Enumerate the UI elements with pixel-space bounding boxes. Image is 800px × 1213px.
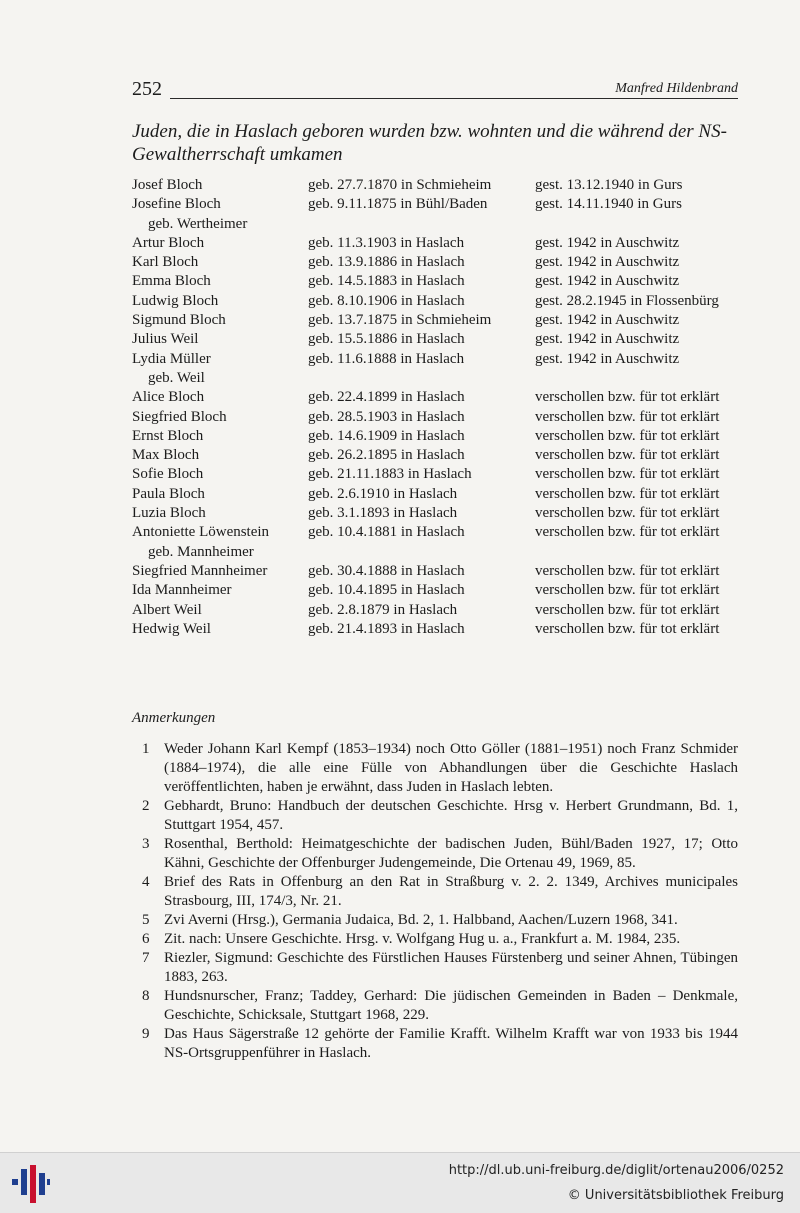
victim-death: gest. 28.2.1945 in Flossenbürg xyxy=(535,292,719,309)
victim-birth: geb. 3.1.1893 in Haslach xyxy=(308,505,458,522)
victim-birth: geb. 26.2.1895 in Haslach xyxy=(308,447,465,464)
victim-row xyxy=(132,601,752,620)
victim-name-cell xyxy=(132,253,198,272)
victim-name: Ernst Bloch xyxy=(132,427,204,444)
victim-name-cell xyxy=(132,195,247,234)
victim-death: verschollen bzw. für tot erklärt xyxy=(535,408,720,425)
victim-row xyxy=(132,253,752,272)
victim-birth: geb. 13.9.1886 in Haslach xyxy=(308,254,465,271)
victim-name: Siegfried Bloch xyxy=(132,408,227,425)
victim-death: gest. 1942 in Auschwitz xyxy=(535,331,680,348)
note-number: 6 xyxy=(142,931,150,947)
victim-birth: geb. 2.6.1910 in Haslach xyxy=(308,485,458,502)
victim-maiden-name: geb. Weil xyxy=(148,369,205,386)
victim-death: verschollen bzw. für tot erklärt xyxy=(535,505,720,522)
ub-freiburg-logo-icon[interactable] xyxy=(10,1165,50,1203)
notes-title: Anmerkungen xyxy=(132,710,216,726)
victim-name: Emma Bloch xyxy=(132,273,211,290)
footer-bar xyxy=(0,1152,800,1213)
victim-death: gest. 1942 in Auschwitz xyxy=(535,273,680,290)
victim-death: verschollen bzw. für tot erklärt xyxy=(535,562,720,579)
victim-name-cell xyxy=(132,272,211,291)
victim-name: Paula Bloch xyxy=(132,485,205,502)
notes-list xyxy=(132,740,738,1063)
victim-name: Josefine Bloch xyxy=(132,196,221,213)
victim-death: verschollen bzw. für tot erklärt xyxy=(535,620,720,637)
victim-birth: geb. 21.4.1893 in Haslach xyxy=(308,620,465,637)
victim-name: Karl Bloch xyxy=(132,254,199,271)
note-number: 7 xyxy=(142,950,150,966)
victim-birth: geb. 11.6.1888 in Haslach xyxy=(308,350,465,367)
victim-birth: geb. 10.4.1895 in Haslach xyxy=(308,582,465,599)
note-item xyxy=(132,930,738,949)
victim-maiden-name: geb. Mannheimer xyxy=(148,543,254,560)
victim-row xyxy=(132,581,752,600)
victim-name-cell xyxy=(132,408,227,427)
victim-row xyxy=(132,234,752,253)
note-text: Zit. nach: Unsere Geschichte. Hrsg. v. Wolfgang Hug u. a., Frankfurt a. M. 1984, 235. xyxy=(164,931,681,947)
victim-row xyxy=(132,176,752,195)
victim-death: gest. 1942 in Auschwitz xyxy=(535,254,680,271)
victim-death: verschollen bzw. für tot erklärt xyxy=(535,447,720,464)
victim-name-cell xyxy=(132,465,203,484)
victim-row xyxy=(132,504,752,523)
victim-row xyxy=(132,330,752,349)
victim-birth: geb. 15.5.1886 in Haslach xyxy=(308,331,465,348)
victim-name-cell xyxy=(132,311,226,330)
victim-birth: geb. 11.3.1903 in Haslach xyxy=(308,234,465,251)
note-item xyxy=(132,911,738,930)
victim-name: Sofie Bloch xyxy=(132,466,204,483)
victim-name-cell xyxy=(132,176,202,195)
victim-birth: geb. 21.11.1883 in Haslach xyxy=(308,466,472,483)
victim-death: verschollen bzw. für tot erklärt xyxy=(535,485,720,502)
victim-birth: geb. 9.11.1875 in Bühl/Baden xyxy=(308,196,488,213)
note-text: Brief des Rats in Offenburg an den Rat in Straßburg v. 2. 2. 1349, Archives municipales Strasbourg, III, 174/3, Nr. 21. xyxy=(164,874,738,909)
victim-death: verschollen bzw. für tot erklärt xyxy=(535,427,720,444)
victim-birth: geb. 8.10.1906 in Haslach xyxy=(308,292,465,309)
victim-row xyxy=(132,523,752,562)
victim-row xyxy=(132,195,752,234)
note-item xyxy=(132,797,738,835)
victim-name: Ida Mannheimer xyxy=(132,582,232,599)
note-text: Hundsnurscher, Franz; Taddey, Gerhard: Die jüdischen Gemeinden in Baden – Denkmale, Geschichte, Schicksale, Stuttgart 1968, 229. xyxy=(164,988,738,1023)
victim-row xyxy=(132,620,752,639)
note-item xyxy=(132,873,738,911)
victim-death: verschollen bzw. für tot erklärt xyxy=(535,524,720,541)
victim-birth: geb. 2.8.1879 in Haslach xyxy=(308,601,458,618)
victim-name-cell xyxy=(132,485,205,504)
victim-name: Albert Weil xyxy=(132,601,202,618)
victim-name: Ludwig Bloch xyxy=(132,292,219,309)
victim-birth: geb. 10.4.1881 in Haslach xyxy=(308,524,465,541)
victim-name-cell xyxy=(132,504,206,523)
note-number: 4 xyxy=(142,874,150,890)
section-title: Juden, die in Haslach geboren wurden bzw. wohnten und die während der NS-Gewaltherrschaft umkamen xyxy=(132,121,727,165)
source-url-link[interactable]: http://dl.ub.uni-freiburg.de/diglit/ortenau2006/0252 xyxy=(448,1163,784,1178)
victim-death: gest. 1942 in Auschwitz xyxy=(535,234,680,251)
victim-row xyxy=(132,350,752,389)
victim-birth: geb. 27.7.1870 in Schmieheim xyxy=(308,177,492,193)
note-item xyxy=(132,987,738,1025)
note-item xyxy=(132,835,738,873)
note-number: 3 xyxy=(142,836,150,852)
note-text: Weder Johann Karl Kempf (1853–1934) noch Otto Göller (1881–1951) noch Franz Schmider (1884–1974), die alle eine Fülle von Abhandlungen über die Geschichte Haslach veröffentlichten, haben je erwähnt, dass Juden in Haslach lebten. xyxy=(164,741,738,795)
victim-death: verschollen bzw. für tot erklärt xyxy=(535,466,720,483)
victim-row xyxy=(132,311,752,330)
victim-death: verschollen bzw. für tot erklärt xyxy=(535,582,720,599)
victim-row xyxy=(132,427,752,446)
page-header xyxy=(132,74,738,100)
victim-row xyxy=(132,292,752,311)
victim-name-cell xyxy=(132,350,211,389)
victim-name-cell xyxy=(132,581,232,600)
victim-name: Josef Bloch xyxy=(132,177,203,193)
victim-name-cell xyxy=(132,330,198,349)
victim-birth: geb. 14.6.1909 in Haslach xyxy=(308,427,465,444)
victim-row xyxy=(132,446,752,465)
victim-name: Lydia Müller xyxy=(132,350,211,367)
victim-death: verschollen bzw. für tot erklärt xyxy=(535,601,720,618)
note-item xyxy=(132,949,738,987)
victim-death: gest. 14.11.1940 in Gurs xyxy=(535,196,682,213)
victim-row xyxy=(132,465,752,484)
page-number: 252 xyxy=(132,78,162,100)
victim-name-cell xyxy=(132,234,204,253)
victim-name-cell xyxy=(132,446,199,465)
note-item xyxy=(132,740,738,797)
victim-row xyxy=(132,388,752,407)
victim-name: Alice Bloch xyxy=(132,389,205,406)
victim-name-cell xyxy=(132,601,202,620)
victim-maiden-name: geb. Wertheimer xyxy=(148,215,248,232)
victim-name: Artur Bloch xyxy=(132,234,205,251)
victim-death: verschollen bzw. für tot erklärt xyxy=(535,389,720,406)
note-number: 2 xyxy=(142,798,150,814)
note-number: 5 xyxy=(142,912,150,928)
victim-row xyxy=(132,272,752,291)
victim-birth: geb. 22.4.1899 in Haslach xyxy=(308,389,465,406)
note-number: 8 xyxy=(142,988,150,1004)
note-text: Riezler, Sigmund: Geschichte des Fürstlichen Hauses Fürstenberg und seiner Ahnen, Tübingen 1883, 263. xyxy=(164,950,738,985)
note-number: 1 xyxy=(142,741,150,757)
victim-birth: geb. 13.7.1875 in Schmieheim xyxy=(308,312,492,329)
victim-birth: geb. 30.4.1888 in Haslach xyxy=(308,562,465,579)
note-text: Das Haus Sägerstraße 12 gehörte der Familie Krafft. Wilhelm Krafft war von 1933 bis 1944 NS-Ortsgruppenführer in Haslach. xyxy=(164,1026,738,1061)
victim-name-cell xyxy=(132,562,267,581)
victim-name: Julius Weil xyxy=(132,331,199,348)
header-rule xyxy=(170,98,738,99)
victim-death: gest. 13.12.1940 in Gurs xyxy=(535,177,683,193)
victims-list xyxy=(132,176,752,639)
victim-name-cell xyxy=(132,523,269,562)
note-number: 9 xyxy=(142,1026,150,1042)
victim-death: gest. 1942 in Auschwitz xyxy=(535,312,680,329)
victim-name: Max Bloch xyxy=(132,447,200,464)
victim-name-cell xyxy=(132,620,211,639)
victim-name-cell xyxy=(132,427,203,446)
victim-name-cell xyxy=(132,292,218,311)
victim-name: Luzia Bloch xyxy=(132,505,206,522)
victim-death: gest. 1942 in Auschwitz xyxy=(535,350,680,367)
running-head-author: Manfred Hildenbrand xyxy=(615,81,738,96)
note-text: Rosenthal, Berthold: Heimatgeschichte der badischen Juden, Bühl/Baden 1927, 17; Otto Kähni, Geschichte der Offenburger Judengemeinde, Die Ortenau 49, 1969, 85. xyxy=(164,836,738,871)
victim-row xyxy=(132,562,752,581)
victim-name: Siegfried Mannheimer xyxy=(132,562,268,579)
victim-birth: geb. 28.5.1903 in Haslach xyxy=(308,408,465,425)
victim-name-cell xyxy=(132,388,204,407)
victim-birth: geb. 14.5.1883 in Haslach xyxy=(308,273,465,290)
copyright-text: © Universitätsbibliothek Freiburg xyxy=(567,1188,784,1203)
victim-row xyxy=(132,485,752,504)
victim-row xyxy=(132,408,752,427)
victim-name: Antoniette Löwenstein xyxy=(132,524,270,541)
note-text: Gebhardt, Bruno: Handbuch der deutschen Geschichte. Hrsg v. Herbert Grundmann, Bd. 1, Stuttgart 1954, 457. xyxy=(164,798,738,833)
victim-name: Hedwig Weil xyxy=(132,620,211,637)
note-text: Zvi Averni (Hrsg.), Germania Judaica, Bd. 2, 1. Halbband, Aachen/Luzern 1968, 341. xyxy=(164,912,678,928)
note-item xyxy=(132,1025,738,1063)
victim-name: Sigmund Bloch xyxy=(132,312,226,329)
